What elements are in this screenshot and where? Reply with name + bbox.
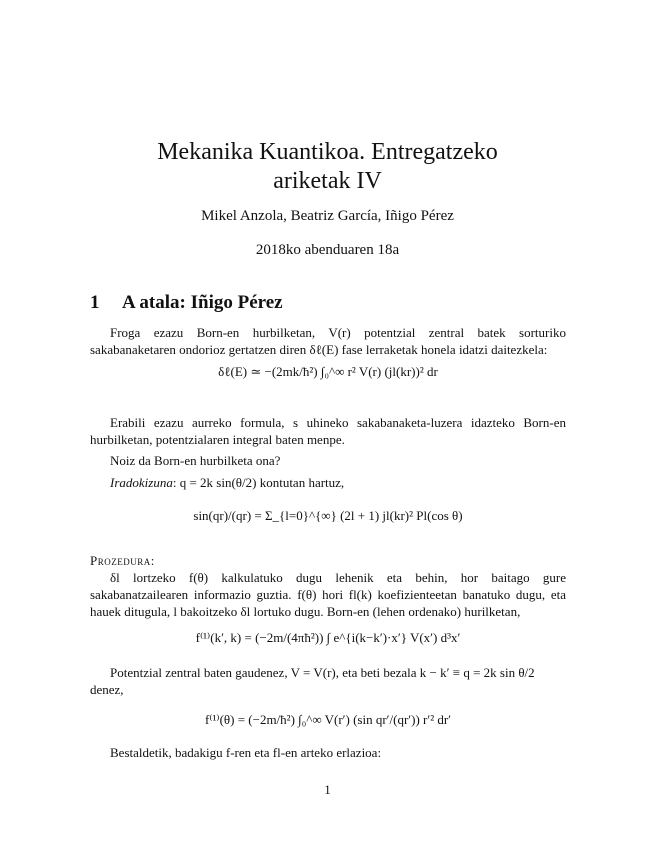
section-title: A atala: Iñigo Pérez [122,292,283,313]
document-title [0,138,655,196]
paragraph-6: Potentzial zentral baten gaudenez, V = V(r), eta beti bezala k − k′ ≡ q = 2k sin θ/2 [110,665,535,680]
procedure-heading-text: Prozedura: [90,553,155,568]
equation-3-text: f⁽¹⁾(k′, k) = (−2m/(4πħ²)) ∫ e^{i(k−k′)·x′} V(x′) d³x′ [195,630,461,645]
equation-2-text: sin(qr)/(qr) = Σ_{l=0}^{∞} (2l + 1) jl(kr)² Pl(cos θ) [193,508,463,523]
section-heading [90,292,283,314]
authors: Mikel Anzola, Beatriz García, Iñigo Pérez [201,208,454,224]
paragraph-2: Erabili ezazu aurreko formula, s uhineko sakabanaketa-luzera idazteko Born-en hurbilketan, potentzialaren integral baten menpe. [90,415,566,447]
title-line-1: Mekanika Kuantikoa. Entregatzeko [157,139,498,165]
equation-1 [90,364,566,380]
equation-4-text: f⁽¹⁾(θ) = (−2m/ħ²) ∫₀^∞ V(r′) (sin qr′/(qr′)) r′² dr′ [204,712,452,727]
date: 2018ko abenduaren 18a [255,242,400,258]
equation-1-text: δℓ(E) ≃ −(2mk/ħ²) ∫₀^∞ r² V(r) (jl(kr))² dr [218,364,438,379]
paragraph-4 [90,474,566,491]
equation-2 [90,508,566,524]
paragraph-5: δl lortzeko f(θ) kalkulatuko dugu lehenik eta behin, hor baitago gure sakabanatzailearen informazio guztia. f(θ) hori fl(k) koefizienteetan banatuko dugu, eta hauek ditugula, l bakoitzeko δl lortuko dugu. Born-en (lehen ordenako) hurilketan, [90,570,566,619]
paragraph-3: Noiz da Born-en hurbilketa ona? [110,453,281,468]
section-number: 1 [90,292,100,313]
hint-text: : q = 2k sin(θ/2) kontutan hartuz, [172,475,345,490]
equation-4 [90,712,566,728]
procedure-heading [90,552,566,569]
equation-3 [90,630,566,646]
paragraph-6b: denez, [90,682,124,697]
title-line-2: ariketak IV [273,168,382,194]
hint-label: Iradokizuna [110,475,173,490]
page-number: 1 [324,782,331,797]
paragraph-1: Froga ezazu Born-en hurbilketan, V(r) potentzial zentral batek sorturiko sakabanaketaren ondorioz gertatzen diren δℓ(E) fase lerraketak honela idatzi daitezkela: [90,325,566,357]
paragraph-7: Bestaldetik, badakigu f-ren eta fl-en arteko erlazioa: [110,745,382,760]
